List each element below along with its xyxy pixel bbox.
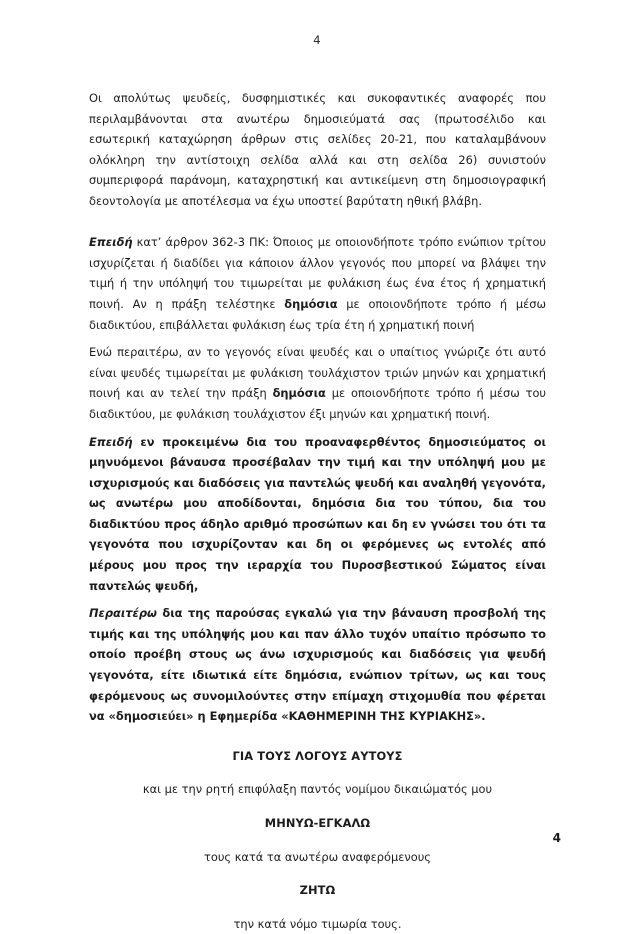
emphasis-dimosia-1: δημόσια: [284, 296, 338, 311]
paragraph-allegations: [89, 432, 546, 597]
paragraph-additional-claim-text: δια της παρούσας εγκαλώ για την βάναυση προσβολή της τιμής και της υπόληψής μου και παν άλλο τυχόν υπαίτιο πρόσωπο το οποίο προέβη στους ως άνω ισχυρισμούς και διαδόσεις για ψευδή γεγονότα, είτε ιδιωτικά είτε δημόσια, ενώπιον τρίτων, ως και τους φερόμενους ως συνομιλούντες στην επίμαχη στιχομυθία που φέρεται να «δημοσιεύει» η Εφημερίδα «ΚΑΘΗΜΕΡΙΝΗ ΤΗΣ ΚΥΡΙΑΚΗΣ».: [89, 606, 546, 724]
closing-heading-minyo: ΜΗΝΥΩ-ΕΓΚΑΛΩ: [264, 816, 371, 830]
emphasis-dimosia-2: δημόσια: [272, 386, 326, 401]
document-body: [89, 88, 546, 934]
paragraph-spacer-small-1: [89, 335, 546, 342]
closing-heading-reasons: ΓΙΑ ΤΟΥΣ ΛΟΓΟΥΣ ΑΥΤΟΥΣ: [232, 748, 403, 763]
paragraph-362-part2: με οποιονδήποτε τρόπο ή μέσω διαδικτύου, επιβάλλεται φυλάκιση έως τρία έτη ή χρηματική ποινή: [89, 296, 546, 332]
paragraph-lead-peraitero: Περαιτέρω: [89, 606, 157, 621]
paragraph-additional-claim: [89, 603, 546, 727]
paragraph-allegations-text: εν προκειμένω δια του προαναφερθέντος δημοσιεύματος οι μηνυόμενοι βάναυσα προσέβαλαν την τιμή και την υπόληψή μου με ισχυρισμούς και διαδόσεις για παντελώς ψευδή και αναληθή γεγονότα, ως ανωτέρω μου αποδίδονται, δημόσια δια του τύπου, δια του διαδικτύου προς άδηλο αριθμό προσώπων και δη εν γνώσει του ότι τα γεγονότα που ισχυρίζονταν και δη οι φερόμενες ως εντολές από μέρους μου προς την ιεραρχία του Πυροσβεστικού Σώματος είναι παντελώς ψευδή,: [89, 434, 546, 593]
paragraph-lead-epeidi-2: Επειδή: [89, 434, 133, 449]
closing-line-punishment: την κατά νόμο τιμωρία τους.: [233, 916, 402, 931]
closing-heading-zito: ΖΗΤΩ: [299, 883, 336, 898]
paragraph-further: [89, 342, 546, 424]
closing-line-reservation: και με την ρητή επιφύλαξη παντός νομίμου δικαιώματός μου: [142, 782, 493, 797]
page-number-bottom: 4: [552, 831, 561, 845]
paragraph-further-part2: με οποιονδήποτε τρόπο ή μέσω του διαδικτύου, με φυλάκιση τουλάχιστον έξι μηνών και χρηματική ποινή.: [89, 386, 547, 421]
paragraph-spacer-small-2: [89, 425, 546, 432]
paragraph-spacer: [89, 212, 546, 233]
paragraph-spacer-small-3: [89, 596, 546, 603]
paragraph-further-part1: Ενώ περαιτέρω, αν το γεγονός είναι ψευδές και ο υπαίτιος γνώριζε ότι αυτό είναι ψευδές τιμωρείται με φυλάκιση τουλάχιστον τριών μηνών και χρηματική ποινή και αν τελεί την πράξη: [89, 345, 546, 401]
paragraph-intro-text: Οι απολύτως ψευδείς, δυσφημιστικές και συκοφαντικές αναφορές που περιλαμβάνονται στα ανωτέρω δημοσιεύματά σας (πρωτοσέλιδο και εσωτερική καταχώρηση άρθρων στις σελίδες 20-21, που καταλαμβάνουν ολόκληρη την αντίστοιχη σελίδα αλλά και στη σελίδα 26) συνιστούν συμπεριφορά παράνομη, καταχρηστική και αντικείμενη στη δημοσιογραφική δεοντολογία με αποτέλεσμα να έχω υποστεί βαρύτατη ηθική βλάβη.: [89, 91, 546, 208]
paragraph-intro: [89, 88, 546, 212]
paragraph-article-362: [89, 232, 546, 335]
paragraph-lead-epeidi-1: Επειδή: [89, 235, 133, 250]
paragraph-362-part1: κατ’ άρθρον 362-3 ΠΚ: Όποιος με οποιονδήποτε τρόπο ενώπιον τρίτου ισχυρίζεται ή διαδίδει για κάποιον άλλον γεγονός που μπορεί να βλάψει την τιμή ή την υπόληψή του τιμωρείται με φυλάκιση έως ένα έτος ή χρηματική ποινή. Αν η πράξη τελέστηκε: [89, 235, 546, 311]
closing-line-defendants: τους κατά τα ανωτέρω αναφερόμενους: [204, 849, 431, 864]
page-number-top: 4: [313, 33, 321, 47]
